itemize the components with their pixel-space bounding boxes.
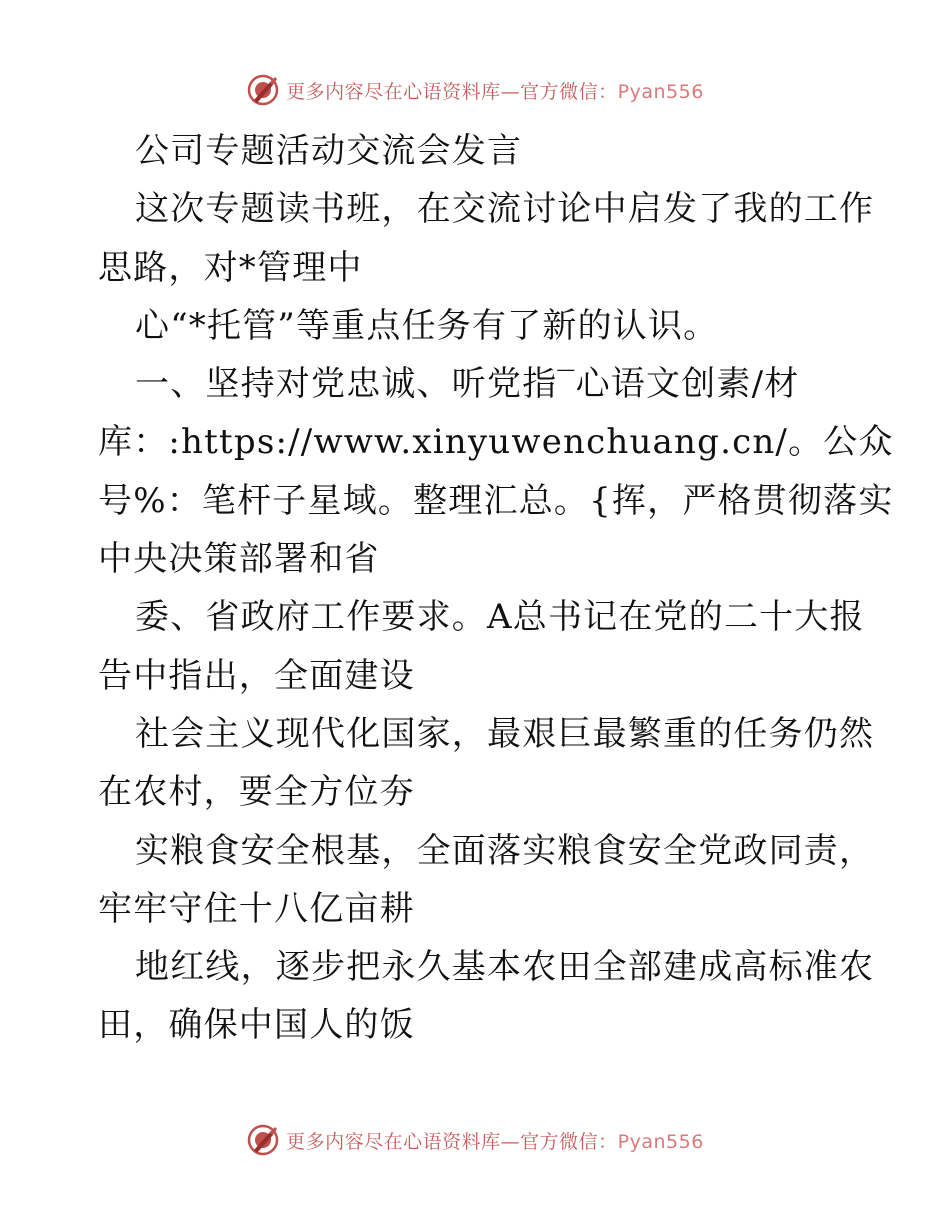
pen-logo-icon [246, 1123, 280, 1157]
text-line: 地红线，逐步把永久基本农田全部建成高标准农 [135, 947, 875, 988]
text-line: 心“*托管”等重点任务有了新的认识。 [135, 305, 719, 346]
text-line: 实粮食安全根基，全面落实粮食安全党政同责， [135, 830, 875, 871]
watermark-text [286, 77, 704, 104]
text-line: 在农村，要全方位夯 [98, 772, 415, 813]
document-body [98, 122, 894, 1055]
header-watermark-banner [0, 70, 950, 110]
text-line: 号%：笔杆子星域。整理汇总。{挥，严格贯彻落实 [98, 480, 894, 521]
text-line: 库：:https://www.xinyuwenchuang.cn/。公众 [98, 422, 894, 463]
text-line: 一、坚持对党忠诚、听党指‾心语文创素/材 [135, 364, 800, 405]
text-line: 这次专题读书班，在交流讨论中启发了我的工作 [135, 189, 875, 230]
watermark-label: 更多内容尽在心语资料库—官方微信： [286, 1130, 618, 1153]
document-title: 公司专题活动交流会发言 [135, 131, 523, 171]
text-line: 田，确保中国人的饭 [98, 1005, 415, 1046]
text-line: 告中指出，全面建设 [98, 655, 415, 696]
text-line: 牢牢守住十八亿亩耕 [98, 888, 415, 929]
text-line: 委、省政府工作要求。A总书记在党的二十大报 [135, 597, 865, 638]
text-line: 社会主义现代化国家，最艰巨最繁重的任务仍然 [135, 713, 875, 754]
footer-watermark-banner [0, 1120, 950, 1160]
pen-logo-icon [246, 73, 280, 107]
watermark-label: 更多内容尽在心语资料库—官方微信： [286, 80, 618, 103]
text-line: 中央决策部署和省 [98, 539, 380, 580]
watermark-wechat-id: Pyan556 [617, 1130, 704, 1153]
watermark-wechat-id: Pyan556 [617, 80, 704, 103]
text-line: 思路，对*管理中 [98, 247, 363, 288]
watermark-text [286, 1127, 704, 1154]
